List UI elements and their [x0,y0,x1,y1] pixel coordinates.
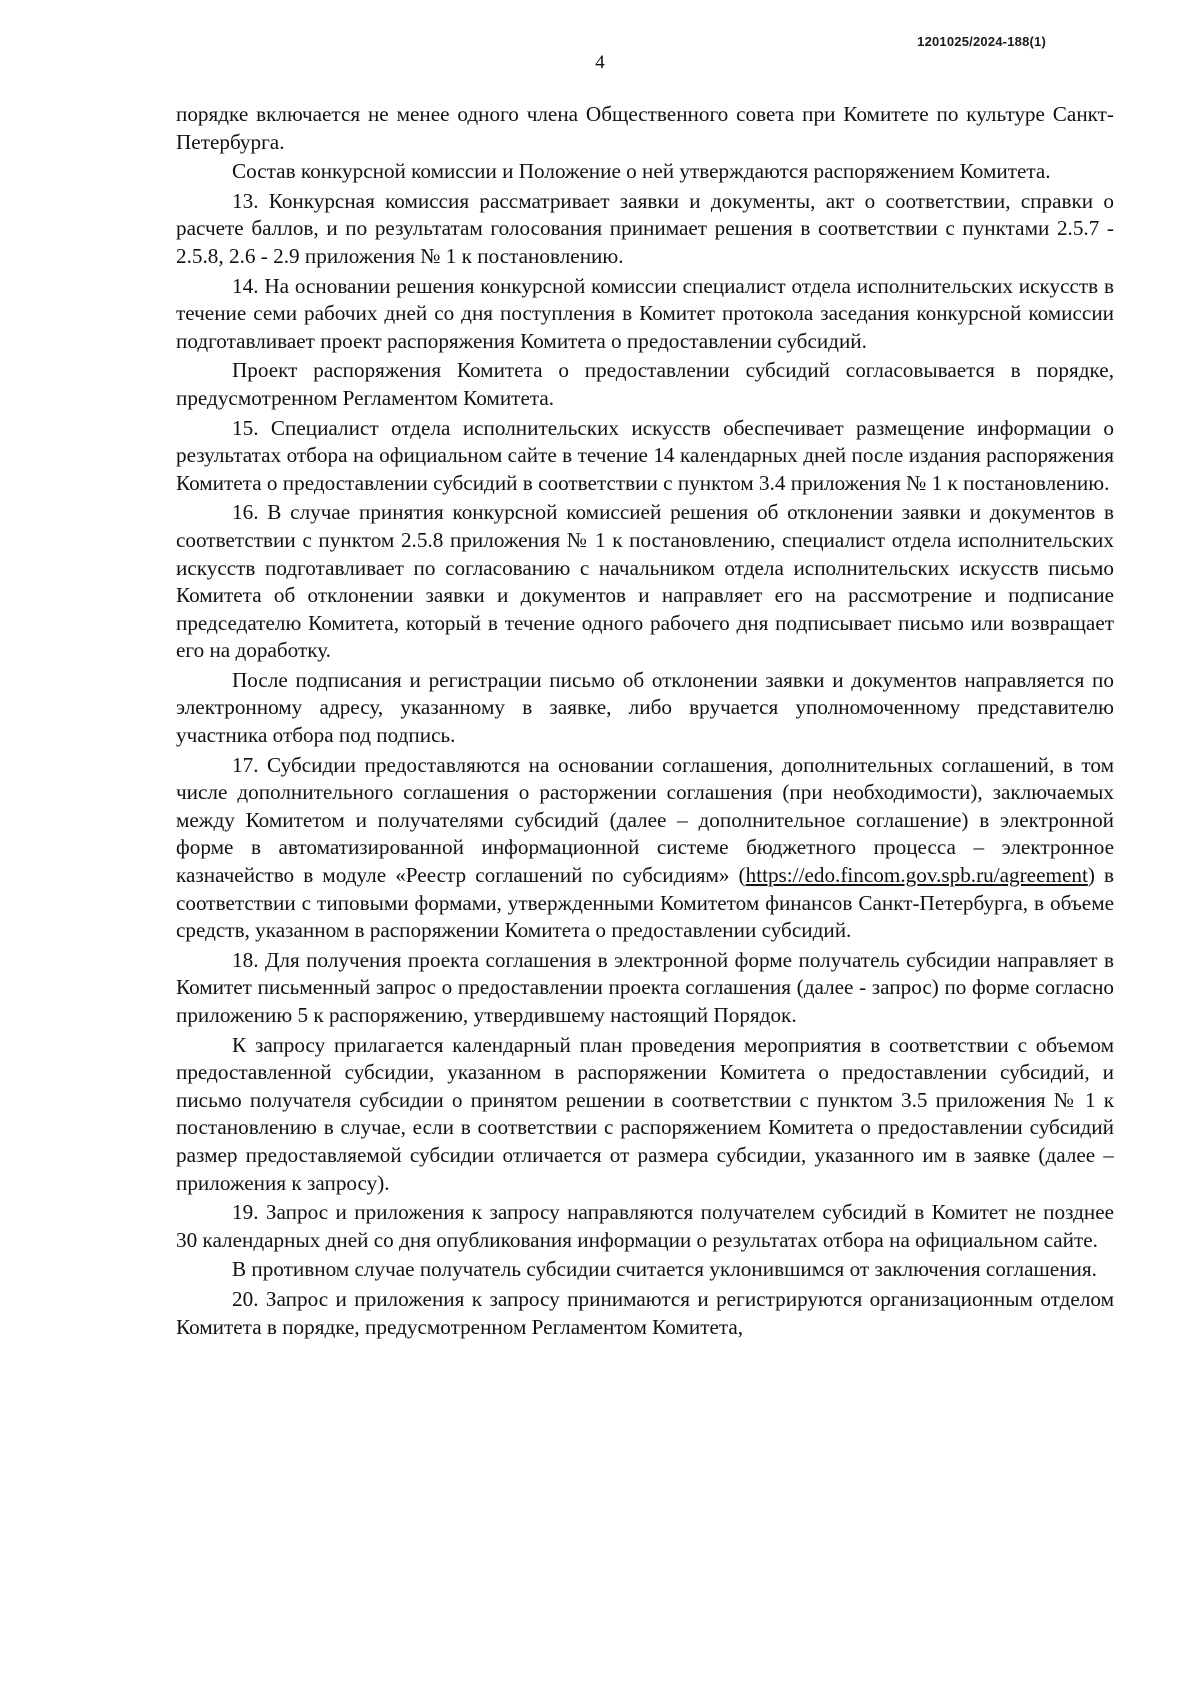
paragraph-18: 18. Для получения проекта соглашения в электронной форме получатель субсидии направляет в Комитет письменный запрос о предоставлении проекта соглашения (далее - запрос) по форме согласно приложению 5 к распоряжению, утвердившему настоящий Порядок. [176,947,1114,1027]
paragraph-17-text-after: ) в соответствии с типовыми формами, утвержденными Комитетом финансов Санкт-Петербурга, в объеме средств, указанном в распоряжении Комитета о предоставлении субсидий. [176,863,1114,943]
paragraph-evasion: В противном случае получатель субсидии считается уклонившимся от заключения соглашения. [232,1257,1097,1282]
paragraph-17-text-before: 17. Субсидии предоставляются на основании соглашения, дополнительных соглашений, в том числе дополнительного соглашения о расторжении соглашения (при необходимости), заключаемых между Комитетом и получателями субсидий (далее – дополнительное соглашение) в электронной форме в автоматизированной информационной системе бюджетного процесса – электронное казначейство в модуле «Реестр соглашений по субсидиям» ( [176,752,1114,888]
paragraph-19: 19. Запрос и приложения к запросу направляются получателем субсидий в Комитет не позднее 30 календарных дней со дня опубликования информации о результатах отбора на официальном сайте. [176,1200,1114,1252]
page-number: 4 [595,52,605,73]
paragraph-17 [176,752,1114,945]
agreement-registry-link[interactable]: https://edo.fincom.gov.spb.ru/agreement [745,863,1088,888]
paragraph-rejection-letter: После подписания и регистрации письмо об отклонении заявки и документов направляется по электронному адресу, указанному в заявке, либо вручается уполномоченному представителю участника отбора под подпись. [176,667,1114,748]
paragraph-request-attachments: К запросу прилагается календарный план проведения мероприятия в соответствии с объемом предоставленной субсидии, указанном в распоряжении Комитета о предоставлении субсидий, и письмо получателя субсидии о принятом решении в соответствии с пунктом 3.5 приложения № 1 к постановлению в случае, если в соответствии с распоряжением Комитета о предоставлении субсидий размер предоставляемой субсидии отличается от размера субсидии, указанного им в заявке (далее – приложения к запросу). [176,1032,1114,1195]
paragraph-draft-approval: Проект распоряжения Комитета о предоставлении субсидий согласовывается в порядке, предусмотренном Регламентом Комитета. [176,358,1114,410]
paragraph-commission-composition: Состав конкурсной комиссии и Положение о ней утверждаются распоряжением Комитета. [232,159,1051,184]
document-code: 1201025/2024-188(1) [917,34,1046,49]
paragraph-15: 15. Специалист отдела исполнительских искусств обеспечивает размещение информации о результатах отбора на официальном сайте в течение 14 календарных дней после издания распоряжения Комитета о предоставлении субсидий в соответствии с пунктом 3.4 приложения № 1 к постановлению. [176,415,1114,495]
paragraph-14: 14. На основании решения конкурсной комиссии специалист отдела исполнительских искусств в течение семи рабочих дней со дня поступления в Комитет протокола заседания конкурсной комиссии подготавливает проект распоряжения Комитета о предоставлении субсидий. [176,273,1114,353]
paragraph-13: 13. Конкурсная комиссия рассматривает заявки и документы, акт о соответствии, справки о расчете баллов, и по результатам голосования принимает решения в соответствии с пунктами 2.5.7 - 2.5.8, 2.6 - 2.9 приложения № 1 к постановлению. [176,188,1114,268]
paragraph-16: 16. В случае принятия конкурсной комиссией решения об отклонении заявки и документов в соответствии с пунктом 2.5.8 приложения № 1 к постановлению, специалист отдела исполнительских искусств подготавливает по согласованию с начальником отдела исполнительских искусств письмо Комитета об отклонении заявки и документов и направляет его на рассмотрение и подписание председателю Комитета, который в течение одного рабочего дня подписывает письмо или возвращает его на доработку. [176,500,1114,663]
document-body [176,101,1114,1343]
paragraph-20: 20. Запрос и приложения к запросу принимаются и регистрируются организационным отделом Комитета в порядке, предусмотренном Регламентом Комитета, [176,1286,1114,1339]
paragraph-continuation: порядке включается не менее одного члена Общественного совета при Комитете по культуре Санкт-Петербурга. [176,102,1114,154]
